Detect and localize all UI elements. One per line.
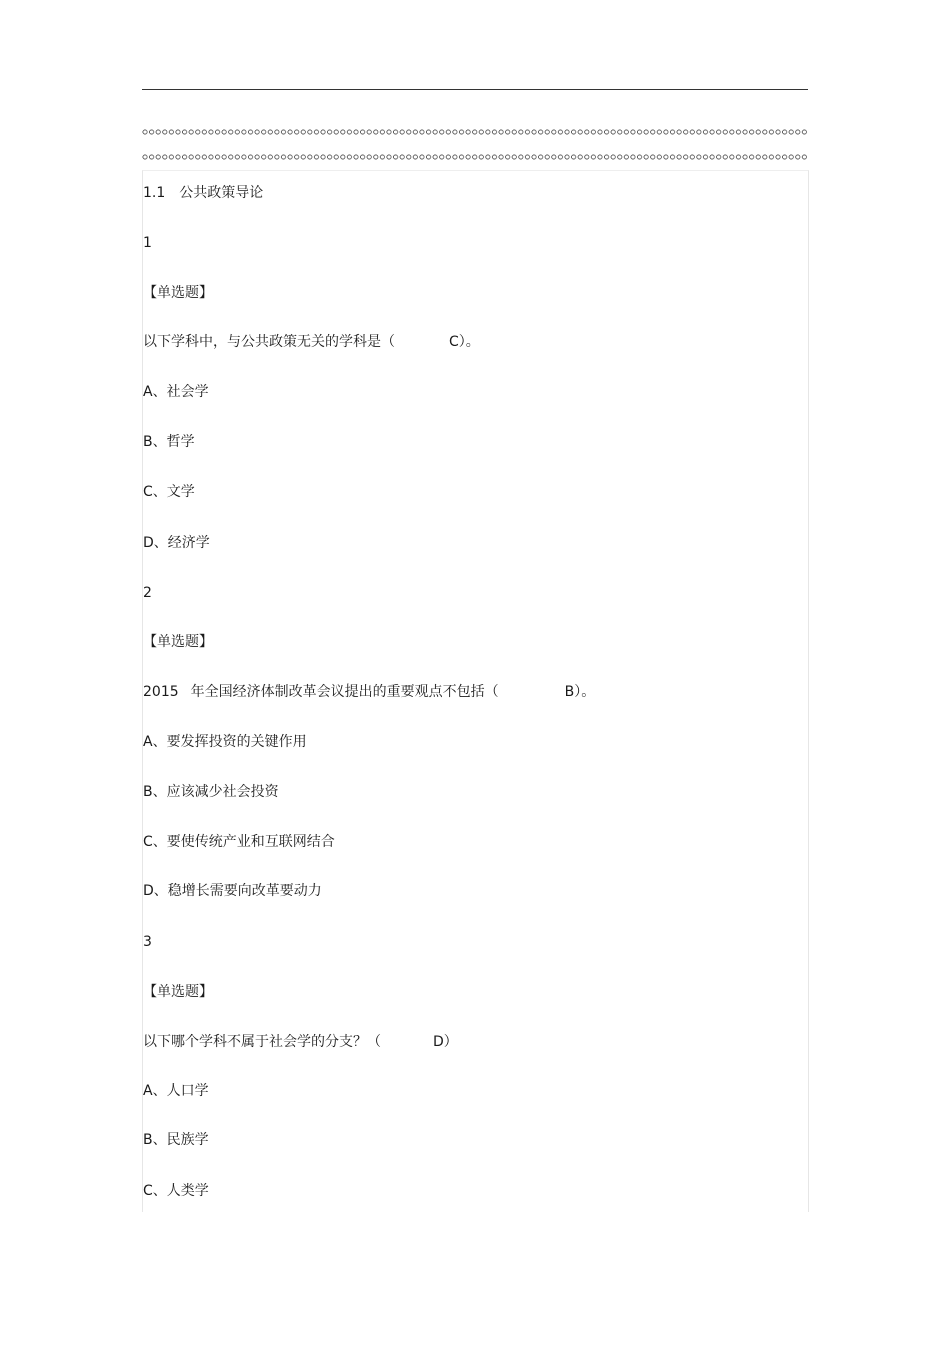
question-answer: C）。	[449, 334, 480, 350]
option-b: B、哲学	[143, 434, 195, 450]
option-d: D、稳增长需要向改革要动力	[143, 883, 322, 899]
option-c: C、人类学	[143, 1183, 209, 1199]
question-type: 【单选题】	[143, 984, 213, 1000]
dotted-separator-bottom	[142, 153, 808, 161]
option-b: B、民族学	[143, 1132, 209, 1148]
question-stem-text: 以下哪个学科不属于社会学的分支？（	[143, 1034, 381, 1050]
question-answer: D）	[433, 1034, 458, 1050]
question-number: 2	[143, 585, 152, 601]
question-number: 1	[143, 235, 152, 251]
question-stem-year: 2015	[143, 684, 179, 700]
option-d: D、经济学	[143, 535, 210, 551]
question-type: 【单选题】	[143, 634, 213, 650]
section-title: 1.1 公共政策导论	[143, 185, 264, 201]
question-number: 3	[143, 934, 152, 950]
option-a: A、要发挥投资的关键作用	[143, 734, 307, 750]
question-stem	[143, 333, 480, 351]
option-a: A、人口学	[143, 1083, 209, 1099]
question-stem-text: 以下学科中，与公共政策无关的学科是（	[143, 334, 395, 350]
dotted-separator-top	[142, 128, 808, 136]
option-c: C、文学	[143, 484, 195, 500]
question-answer: B）。	[564, 684, 596, 700]
option-c: C、要使传统产业和互联网结合	[143, 834, 335, 850]
option-a: A、社会学	[143, 384, 209, 400]
question-stem-text: 年全国经济体制改革会议提出的重要观点不包括（	[190, 684, 499, 700]
option-b: B、应该减少社会投资	[143, 784, 279, 800]
question-type: 【单选题】	[143, 285, 213, 301]
header-rule	[142, 89, 808, 90]
question-stem	[143, 1033, 458, 1051]
question-stem	[143, 683, 595, 701]
